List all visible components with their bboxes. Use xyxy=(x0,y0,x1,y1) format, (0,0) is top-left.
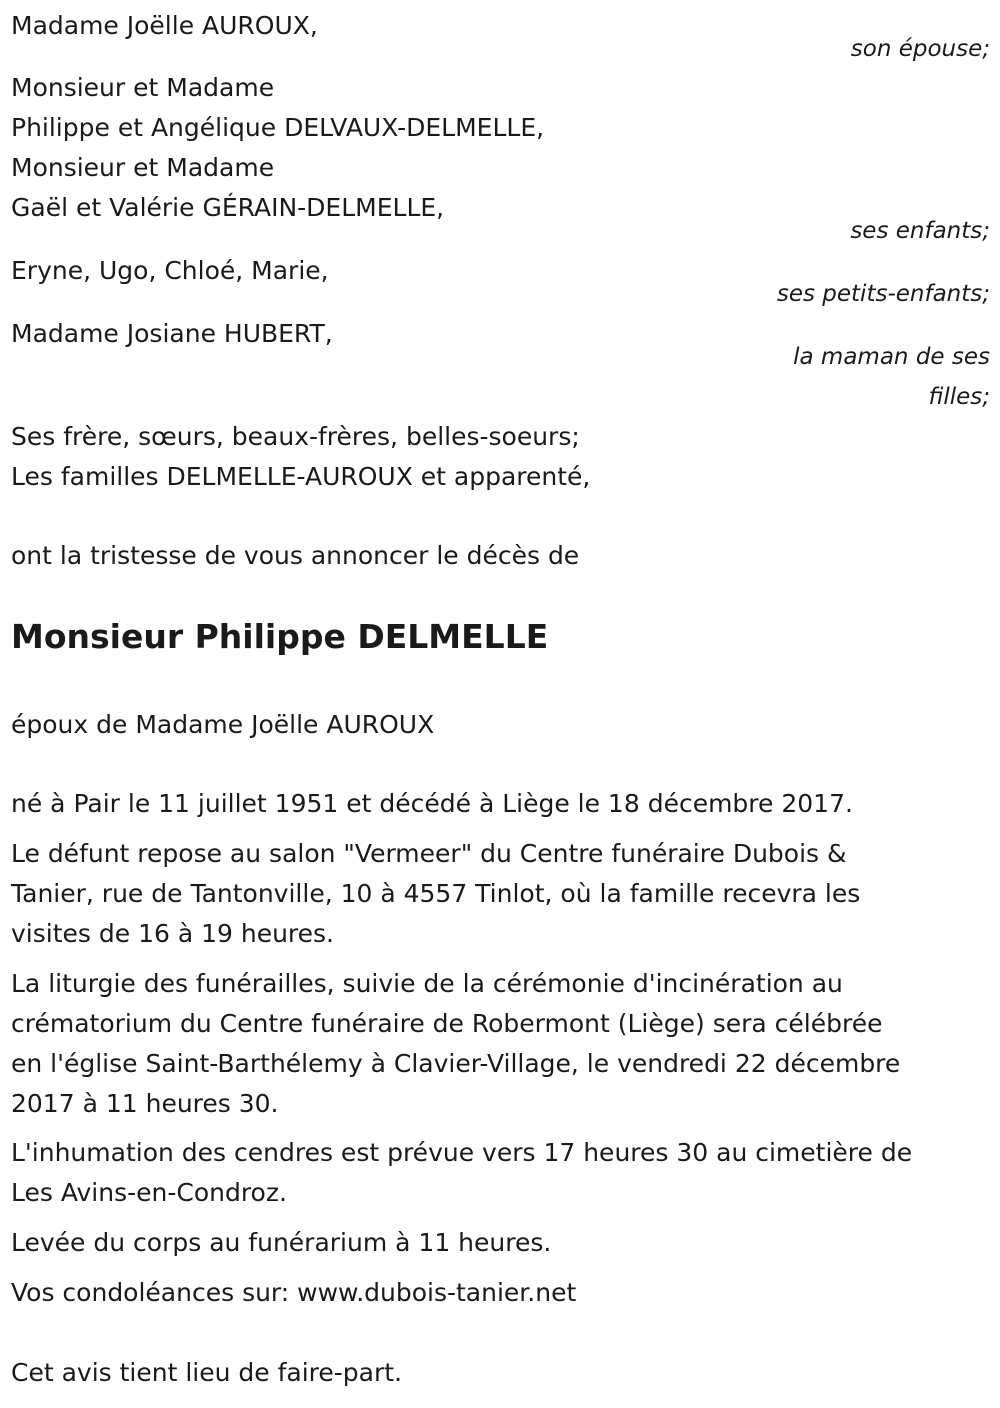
repose-line-1: Le défunt repose au salon "Vermeer" du Centre funéraire Dubois & xyxy=(11,839,847,868)
inhumation-line-2: Les Avins-en-Condroz. xyxy=(11,1178,287,1207)
spouse-name: Madame Joëlle AUROUX, xyxy=(11,11,318,40)
birth-death-line: né à Pair le 11 juillet 1951 et décédé à Liège le 18 décembre 2017. xyxy=(11,789,853,818)
families-line: Les familles DELMELLE-AUROUX et apparenté, xyxy=(11,462,591,491)
deceased-name: Monsieur Philippe DELMELLE xyxy=(11,617,549,656)
spouse-of-line: époux de Madame Joëlle AUROUX xyxy=(11,710,435,739)
children-line-3: Monsieur et Madame xyxy=(11,153,275,182)
announcement-line: ont la tristesse de vous annoncer le décès de xyxy=(11,541,580,570)
siblings-line: Ses frère, sœurs, beaux-frères, belles-soeurs; xyxy=(11,422,580,451)
children-line-1: Monsieur et Madame xyxy=(11,73,275,102)
liturgy-line-4: 2017 à 11 heures 30. xyxy=(11,1089,279,1118)
liturgy-line-2: crématorium du Centre funéraire de Robermont (Liège) sera célébrée xyxy=(11,1009,883,1038)
levee-line: Levée du corps au funérarium à 11 heures. xyxy=(11,1228,552,1257)
liturgy-line-3: en l'église Saint-Barthélemy à Clavier-Village, le vendredi 22 décembre xyxy=(11,1049,901,1078)
children-line-4: Gaël et Valérie GÉRAIN-DELMELLE, xyxy=(11,193,445,222)
condolences-line: Vos condoléances sur: www.dubois-tanier.net xyxy=(11,1278,577,1307)
grandchildren-names: Eryne, Ugo, Chloé, Marie, xyxy=(11,256,329,285)
grandchildren-role: ses petits-enfants; xyxy=(776,281,990,307)
spouse-role: son épouse; xyxy=(850,36,990,62)
mother-role-line-2: filles; xyxy=(928,384,990,410)
children-line-2: Philippe et Angélique DELVAUX-DELMELLE, xyxy=(11,113,545,142)
liturgy-line-1: La liturgie des funérailles, suivie de la cérémonie d'incinération au xyxy=(11,969,843,998)
closing-line: Cet avis tient lieu de faire-part. xyxy=(11,1358,403,1387)
repose-line-2: Tanier, rue de Tantonville, 10 à 4557 Tinlot, où la famille recevra les xyxy=(11,879,861,908)
children-role: ses enfants; xyxy=(850,218,990,244)
mother-name: Madame Josiane HUBERT, xyxy=(11,319,333,348)
inhumation-line-1: L'inhumation des cendres est prévue vers 17 heures 30 au cimetière de xyxy=(11,1138,913,1167)
mother-role-line-1: la maman de ses xyxy=(793,344,990,370)
repose-line-3: visites de 16 à 19 heures. xyxy=(11,919,334,948)
